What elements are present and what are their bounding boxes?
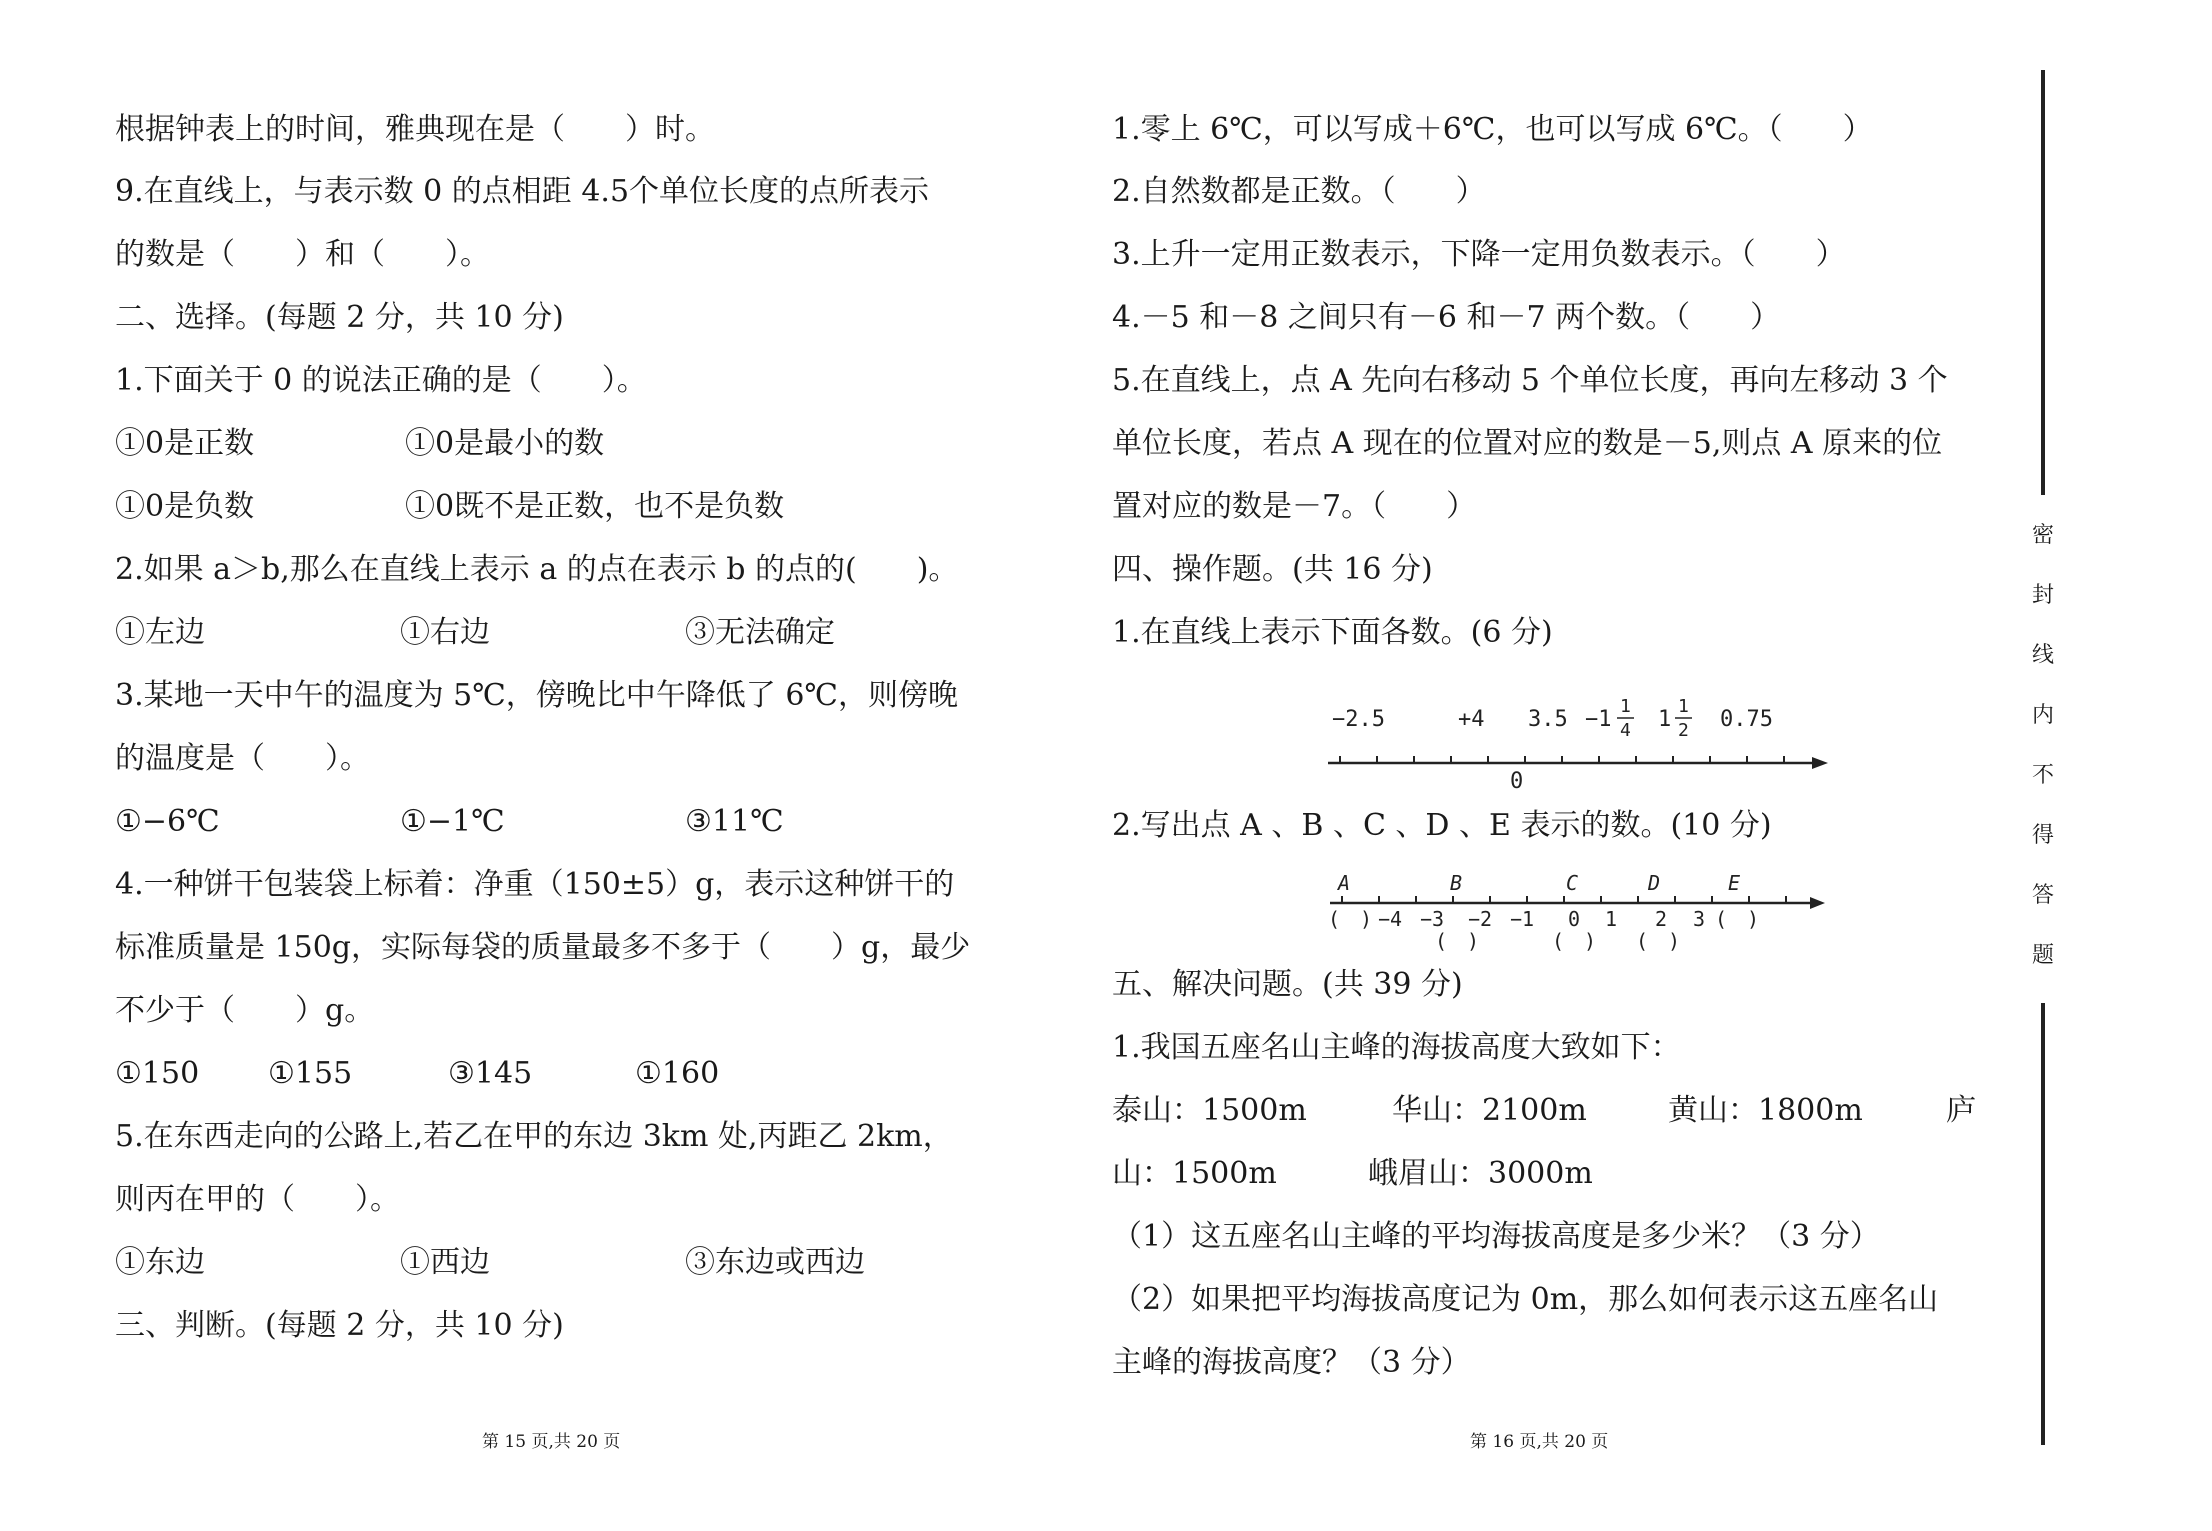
choice-question-5-line1: 5.在东西走向的公路上,若乙在甲的东边 3km 处,丙距乙 2km， xyxy=(115,1119,953,1154)
option: ③无法确定 xyxy=(685,615,835,650)
option: ①150 xyxy=(115,1056,200,1091)
option: ③东边或西边 xyxy=(685,1245,865,1280)
text-line: 根据钟表上的时间，雅典现在是（ ）时。 xyxy=(115,112,715,147)
question-9-line1: 9.在直线上，与表示数 0 的点相距 4.5个单位长度的点所表示 xyxy=(115,174,930,209)
answer-blank-c: ( ) xyxy=(1552,929,1597,953)
tick-label: −1 xyxy=(1510,907,1535,931)
choice-question-1: 1.下面关于 0 的说法正确的是（ ）。 xyxy=(115,363,647,398)
tick-label: −2 xyxy=(1468,907,1493,931)
section-title-operation: 四、操作题。(共 16 分) xyxy=(1112,552,1433,587)
option: ①0是正数 xyxy=(115,426,255,461)
judge-question-5-line3: 置对应的数是－7。（ ） xyxy=(1112,489,1477,524)
option: ①右边 xyxy=(400,615,490,650)
seal-char: 不 xyxy=(2031,763,2054,788)
choice-question-4-line1: 4.一种饼干包装袋上标着：净重（150±5）g，表示这种饼干的 xyxy=(115,867,955,902)
seal-line-top xyxy=(2041,70,2045,495)
seal-char: 线 xyxy=(2031,643,2054,668)
axis-arrow xyxy=(1812,757,1828,769)
tick-label: 0 xyxy=(1568,907,1581,931)
operation-question-2: 2.写出点 A 、B 、C 、D 、E 表示的数。(10 分) xyxy=(1112,808,1772,843)
choice-question-2: 2.如果 a＞b,那么在直线上表示 a 的点在表示 b 的点的( )。 xyxy=(115,552,959,587)
option: ①东边 xyxy=(115,1245,205,1280)
choice-question-3-line2: 的温度是（ ）。 xyxy=(115,741,370,776)
value-label: +4 xyxy=(1458,707,1485,732)
option: ①155 xyxy=(268,1056,353,1091)
fraction-numerator: 1 xyxy=(1620,696,1631,717)
solve-subquestion-2-line1: （2）如果把平均海拔高度记为 0m，那么如何表示这五座名山 xyxy=(1112,1282,1939,1317)
tick-label: 1 xyxy=(1605,907,1618,931)
solve-subquestion-1: （1）这五座名山主峰的平均海拔高度是多少米？（3 分） xyxy=(1112,1219,1880,1254)
choice-question-3-line1: 3.某地一天中午的温度为 5℃，傍晚比中午降低了 6℃，则傍晚 xyxy=(115,678,958,713)
mountain-height: 峨眉山：3000m xyxy=(1368,1156,1593,1191)
seal-char: 答 xyxy=(2031,883,2054,908)
seal-char: 封 xyxy=(2031,583,2054,608)
option: ①0是最小的数 xyxy=(405,426,605,461)
answer-blank-a: ( ) xyxy=(1328,907,1373,931)
mountain-height: 华山：2100m xyxy=(1392,1093,1587,1128)
point-label-d: D xyxy=(1648,871,1661,895)
mountain-height: 黄山：1800m xyxy=(1668,1093,1863,1128)
tick-label: −4 xyxy=(1378,907,1403,931)
judge-question-4: 4.－5 和－8 之间只有－6 和－7 两个数。（ ） xyxy=(1112,300,1781,335)
zero-label: 0 xyxy=(1510,769,1524,794)
seal-char: 内 xyxy=(2031,703,2054,728)
judge-question-2: 2.自然数都是正数。（ ） xyxy=(1112,174,1486,209)
solve-subquestion-2-line2: 主峰的海拔高度？（3 分） xyxy=(1112,1345,1471,1380)
choice-question-4-line3: 不少于（ ）g。 xyxy=(115,993,375,1028)
seal-char: 题 xyxy=(2031,943,2054,968)
mixed-number xyxy=(1658,696,1692,741)
number-line-2 xyxy=(1320,868,1830,968)
value-label: −2.5 xyxy=(1332,707,1385,732)
mixed-number xyxy=(1585,696,1634,741)
option: ③145 xyxy=(448,1056,533,1091)
operation-question-1: 1.在直线上表示下面各数。(6 分) xyxy=(1112,615,1553,650)
mixed-whole: −1 xyxy=(1585,707,1612,732)
mixed-whole: 1 xyxy=(1658,707,1672,732)
judge-question-3: 3.上升一定用正数表示，下降一定用负数表示。（ ） xyxy=(1112,237,1846,272)
answer-blank-d: ( ) xyxy=(1636,929,1681,953)
option: ①−6℃ xyxy=(115,804,220,839)
axis-arrow xyxy=(1810,897,1825,909)
answer-blank-b: ( ) xyxy=(1435,929,1480,953)
option: ①0既不是正数，也不是负数 xyxy=(405,489,785,524)
mountain-name-wrap: 庐 xyxy=(1946,1093,1976,1128)
answer-blank-e: ( ) xyxy=(1715,907,1760,931)
mountain-height: 山：1500m xyxy=(1112,1156,1277,1191)
fraction-numerator: 1 xyxy=(1678,696,1689,717)
solve-question-1: 1.我国五座名山主峰的海拔高度大致如下： xyxy=(1112,1030,1681,1065)
option: ③11℃ xyxy=(685,804,784,839)
choice-question-5-line2: 则丙在甲的（ ）。 xyxy=(115,1182,400,1217)
seal-char: 密 xyxy=(2031,523,2054,548)
page-footer-left: 第 15 页,共 20 页 xyxy=(482,1432,621,1452)
option: ①−1℃ xyxy=(400,804,505,839)
judge-question-5-line2: 单位长度，若点 A 现在的位置对应的数是－5,则点 A 原来的位 xyxy=(1112,426,1943,461)
point-label-e: E xyxy=(1728,871,1741,895)
mountain-height: 泰山：1500m xyxy=(1112,1093,1307,1128)
fraction-denominator: 4 xyxy=(1620,720,1631,741)
section-title-choice: 二、选择。(每题 2 分，共 10 分) xyxy=(115,300,564,335)
seal-line-bottom xyxy=(2041,1003,2045,1445)
point-label-a: A xyxy=(1338,871,1351,895)
judge-question-1: 1.零上 6℃，可以写成＋6℃，也可以写成 6℃。（ ） xyxy=(1112,112,1873,147)
tick-label: −3 xyxy=(1420,907,1445,931)
section-title-solve: 五、解决问题。(共 39 分) xyxy=(1112,967,1463,1002)
option: ①160 xyxy=(635,1056,720,1091)
fraction-denominator: 2 xyxy=(1678,720,1689,741)
value-label: 3.5 xyxy=(1528,707,1568,732)
question-9-line2: 的数是（ ）和（ ）。 xyxy=(115,237,490,272)
seal-char: 得 xyxy=(2031,823,2054,848)
section-title-judge: 三、判断。(每题 2 分，共 10 分) xyxy=(115,1308,564,1343)
option: ①西边 xyxy=(400,1245,490,1280)
page-footer-right: 第 16 页,共 20 页 xyxy=(1470,1432,1609,1452)
tick-label: 2 xyxy=(1655,907,1668,931)
tick-label: 3 xyxy=(1693,907,1706,931)
point-label-b: B xyxy=(1450,871,1463,895)
point-label-c: C xyxy=(1566,871,1579,895)
option: ①0是负数 xyxy=(115,489,255,524)
option: ①左边 xyxy=(115,615,205,650)
number-line-1 xyxy=(1320,690,1830,800)
judge-question-5-line1: 5.在直线上，点 A 先向右移动 5 个单位长度，再向左移动 3 个 xyxy=(1112,363,1948,398)
choice-question-4-line2: 标准质量是 150g，实际每袋的质量最多不多于（ ）g，最少 xyxy=(115,930,971,965)
value-label: 0.75 xyxy=(1720,707,1773,732)
